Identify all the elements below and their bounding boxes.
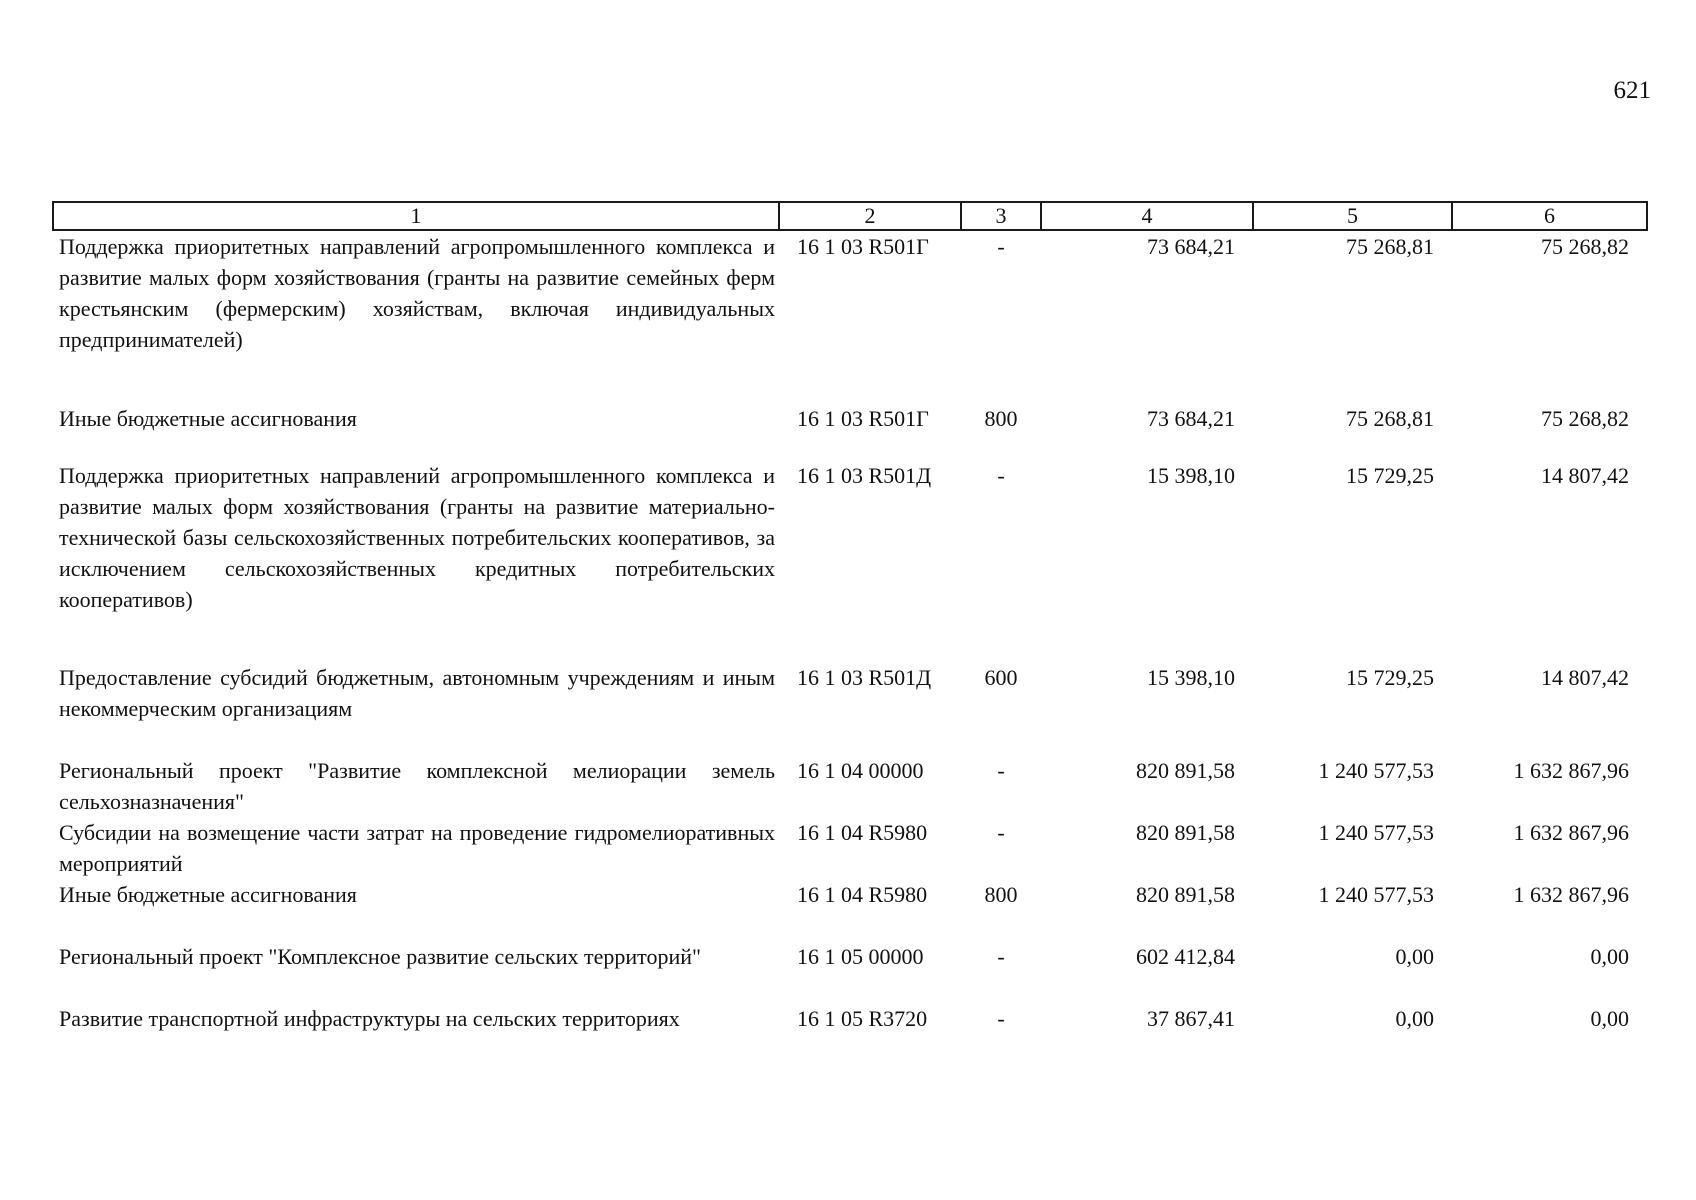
row-value-col4: 15 398,10 — [1147, 463, 1235, 488]
row-value-col5: 15 729,25 — [1346, 463, 1434, 488]
table-row — [53, 230, 1647, 403]
row-code: 16 1 03 R501Д — [797, 665, 932, 690]
row-value-col5: 1 240 577,53 — [1318, 820, 1434, 845]
table-row — [53, 403, 1647, 460]
row-name: Региональный проект "Развитие комплексной мелиорации земель сельхозназначения" — [59, 758, 775, 814]
column-header-2: 2 — [779, 202, 961, 230]
table-row — [53, 755, 1647, 817]
table-row — [53, 460, 1647, 662]
row-value-col4: 820 891,58 — [1136, 758, 1235, 783]
column-header-5: 5 — [1253, 202, 1452, 230]
row-value-col5: 1 240 577,53 — [1318, 882, 1434, 907]
row-type: - — [997, 944, 1005, 969]
row-value-col4: 73 684,21 — [1147, 406, 1235, 431]
row-code: 16 1 03 R501Г — [797, 406, 929, 431]
row-value-col4: 73 684,21 — [1147, 234, 1235, 259]
table-header-row — [53, 202, 1647, 230]
row-name: Предоставление субсидий бюджетным, автономным учреждениям и иным некоммерческим организациям — [59, 665, 775, 721]
row-value-col5: 0,00 — [1395, 1006, 1434, 1031]
row-value-col6: 14 807,42 — [1541, 463, 1629, 488]
row-value-col6: 0,00 — [1590, 944, 1629, 969]
row-type: - — [997, 758, 1005, 783]
row-type: - — [997, 463, 1005, 488]
column-header-6: 6 — [1452, 202, 1647, 230]
row-value-col4: 820 891,58 — [1136, 820, 1235, 845]
row-value-col6: 0,00 — [1590, 1006, 1629, 1031]
row-type: - — [997, 1006, 1005, 1031]
column-header-1: 1 — [53, 202, 779, 230]
row-value-col6: 75 268,82 — [1541, 406, 1629, 431]
row-value-col5: 0,00 — [1395, 944, 1434, 969]
row-type: 800 — [984, 406, 1018, 431]
row-value-col6: 1 632 867,96 — [1513, 820, 1629, 845]
row-code: 16 1 05 00000 — [797, 944, 924, 969]
row-type: - — [997, 234, 1005, 259]
row-code: 16 1 04 R5980 — [797, 882, 928, 907]
row-value-col6: 14 807,42 — [1541, 665, 1629, 690]
budget-table — [52, 201, 1648, 1043]
row-name: Развитие транспортной инфраструктуры на сельских территориях — [59, 1006, 680, 1031]
row-name: Иные бюджетные ассигнования — [59, 406, 357, 431]
row-name: Поддержка приоритетных направлений агропромышленного комплекса и развитие малых форм хозяйствования (гранты на развитие материально-технической базы сельскохозяйственных потребительских кооперативов, за исключением сельскохозяйственных кредитных потребительских кооперативов) — [59, 463, 775, 612]
row-type: - — [997, 820, 1005, 845]
row-code: 16 1 05 R3720 — [797, 1006, 928, 1031]
row-name: Иные бюджетные ассигнования — [59, 882, 357, 907]
table-row — [53, 817, 1647, 879]
table-row — [53, 662, 1647, 755]
row-code: 16 1 04 00000 — [797, 758, 924, 783]
column-header-3: 3 — [961, 202, 1041, 230]
row-value-col4: 15 398,10 — [1147, 665, 1235, 690]
row-type: 800 — [984, 882, 1018, 907]
row-value-col5: 15 729,25 — [1346, 665, 1434, 690]
column-header-4: 4 — [1041, 202, 1253, 230]
table-row — [53, 879, 1647, 941]
row-code: 16 1 03 R501Д — [797, 463, 932, 488]
table-row — [53, 1003, 1647, 1043]
row-value-col5: 1 240 577,53 — [1318, 758, 1434, 783]
row-value-col6: 1 632 867,96 — [1513, 758, 1629, 783]
row-name: Субсидии на возмещение части затрат на проведение гидромелиоративных мероприятий — [59, 820, 775, 876]
row-value-col4: 602 412,84 — [1136, 944, 1235, 969]
row-code: 16 1 04 R5980 — [797, 820, 928, 845]
row-name: Поддержка приоритетных направлений агропромышленного комплекса и развитие малых форм хозяйствования (гранты на развитие семейных ферм крестьянским (фермерским) хозяйствам, включая индивидуальных предпринимателей) — [59, 234, 775, 352]
row-value-col4: 37 867,41 — [1147, 1006, 1235, 1031]
row-value-col4: 820 891,58 — [1136, 882, 1235, 907]
row-type: 600 — [984, 665, 1018, 690]
table-row — [53, 941, 1647, 1003]
row-value-col5: 75 268,81 — [1346, 406, 1434, 431]
row-name: Региональный проект "Комплексное развитие сельских территорий" — [59, 944, 701, 969]
page-number: 621 — [1613, 77, 1651, 104]
row-code: 16 1 03 R501Г — [797, 234, 929, 259]
row-value-col6: 75 268,82 — [1541, 234, 1629, 259]
row-value-col5: 75 268,81 — [1346, 234, 1434, 259]
row-value-col6: 1 632 867,96 — [1513, 882, 1629, 907]
